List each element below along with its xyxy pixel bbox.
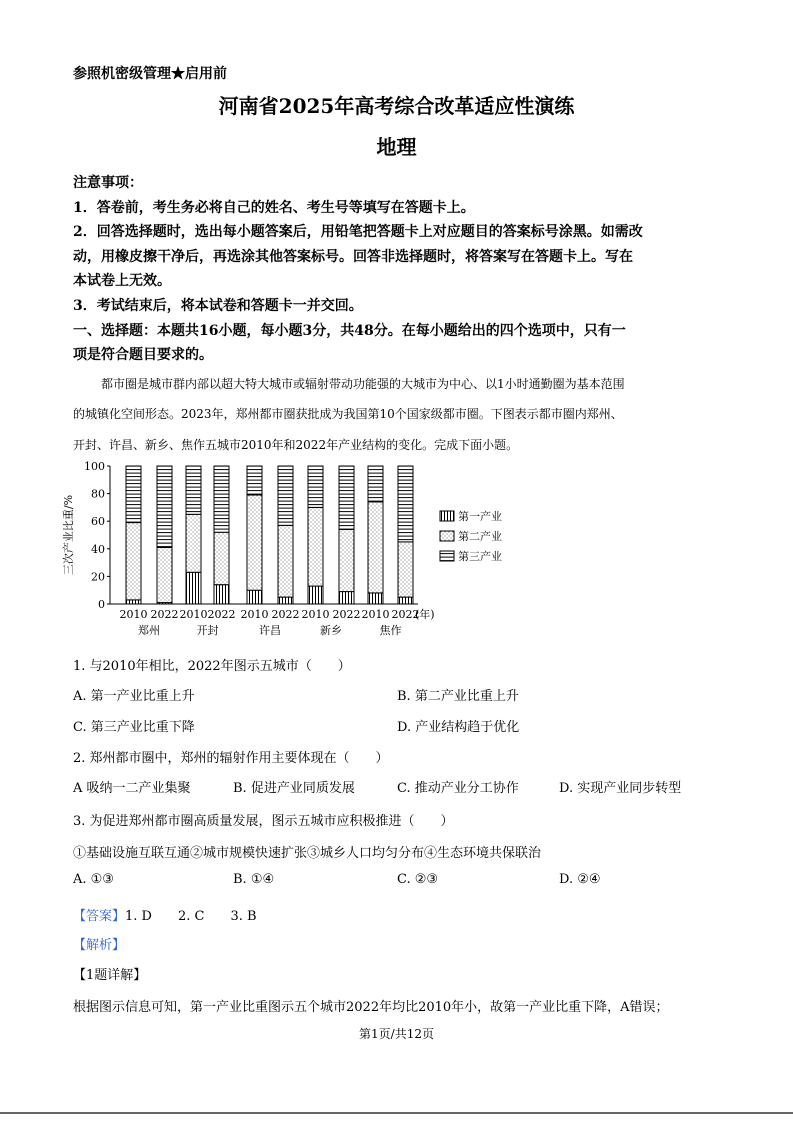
- y-tick-label: 80: [91, 487, 105, 501]
- q2-option-b[interactable]: B. 促进产业同质发展: [233, 781, 355, 796]
- bar-segment: [126, 523, 141, 600]
- bar-segment: [247, 590, 262, 604]
- page-number: 第1页/共12页: [359, 1027, 434, 1041]
- y-tick-label: 20: [91, 570, 105, 584]
- q2-option-d[interactable]: D. 实现产业同步转型: [559, 781, 682, 796]
- y-tick-label: 40: [91, 542, 105, 556]
- bar-segment: [398, 597, 413, 604]
- bar-segment: [278, 466, 293, 525]
- question-3-stem: 3. 为促进郑州都市圈高质量发展，图示五城市应积极推进（ ）: [73, 814, 454, 829]
- bar-segment: [126, 600, 141, 604]
- bar-segment: [398, 542, 413, 597]
- bar-segment: [247, 495, 262, 590]
- legend-swatch: [440, 551, 454, 561]
- notice-heading: 注意事项：: [73, 175, 143, 191]
- x-tick-label: 2010: [240, 608, 269, 621]
- exam-title: 河南省2025年高考综合改革适应性演练: [218, 94, 575, 118]
- x-tick-label: 2010: [179, 608, 208, 621]
- bar-segment: [398, 466, 413, 542]
- bar-segment: [247, 466, 262, 495]
- x-tick-label: 2010: [119, 608, 148, 621]
- bar-segment: [157, 547, 172, 602]
- detail-text: 根据图示信息可知，第一产业比重图示五个城市2022年均比2010年小，故第一产业比重下降，A错误；: [73, 1000, 669, 1015]
- bar-segment: [308, 586, 323, 604]
- passage-line-3: 开封、许昌、新乡、焦作五城市2010年和2022年产业结构的变化。完成下面小题。: [73, 438, 519, 452]
- x-tick-label: 2022: [332, 608, 361, 621]
- detail-heading: 【1题详解】: [73, 968, 147, 983]
- y-axis-label: 三次产业比重/%: [62, 494, 75, 576]
- y-tick-label: 0: [98, 598, 105, 611]
- x-tick-label: 2022: [271, 608, 300, 621]
- answer-line: [73, 905, 257, 924]
- bar-segment: [368, 593, 383, 604]
- x-tick-label: 2010: [361, 608, 390, 621]
- q3-option-b[interactable]: B. ①④: [233, 872, 275, 887]
- industry-structure-chart: [60, 455, 530, 645]
- bar-segment: [157, 466, 172, 547]
- notice-item-2-end: 本试卷上无效。: [73, 273, 171, 289]
- legend-label: 第二产业: [458, 530, 502, 543]
- analysis-label: 【解析】: [73, 938, 126, 953]
- bar-segment: [126, 466, 141, 523]
- q3-option-c[interactable]: C. ②③: [397, 872, 439, 887]
- question-2-stem: 2. 郑州都市圈中，郑州的辐射作用主要体现在（ ）: [73, 751, 389, 766]
- bar-segment: [339, 592, 354, 604]
- bar-segment: [368, 502, 383, 593]
- x-tick-label: 2022: [207, 608, 236, 621]
- subject-title: 地理: [376, 135, 417, 159]
- bar-segment: [186, 572, 201, 604]
- passage-line-1: 都市圈是城市群内部以超大特大城市或辐射带动功能强的大城市为中心、以1小时通勤圈为基本范围: [101, 377, 625, 391]
- q2-option-a[interactable]: A 吸纳一二产业集聚: [73, 781, 191, 796]
- bar-segment: [368, 466, 383, 502]
- answer-label: 【答案】: [73, 909, 126, 924]
- legend-swatch: [440, 511, 454, 521]
- secret-label: 参照机密级管理★启用前: [73, 66, 227, 82]
- city-label: 郑州: [138, 624, 160, 637]
- passage-line-2: 的城镇化空间形态。2023年，郑州都市圈获批成为我国第10个国家级都市圈。下图表示都市圈内郑州、: [73, 407, 623, 421]
- y-tick-label: 60: [91, 515, 105, 529]
- x-tick-label: 2010: [301, 608, 330, 621]
- x-tick-label: 2022: [150, 608, 179, 621]
- bar-segment: [278, 525, 293, 597]
- city-label: 许昌: [259, 624, 281, 637]
- x-unit-label: (年): [415, 608, 435, 621]
- notice-item-2: 2．回答选择题时，选出每小题答案后，用铅笔把答题卡上对应题目的答案标号涂黑。如需改: [73, 224, 643, 240]
- y-tick-label: 100: [84, 460, 105, 473]
- section-heading: 一、选择题：本题共16小题，每小题3分，共48分。在每小题给出的四个选项中，只有一: [73, 323, 626, 339]
- bar-segment: [308, 507, 323, 586]
- q3-option-d[interactable]: D. ②④: [559, 872, 601, 887]
- q1-option-d[interactable]: D. 产业结构趋于优化: [397, 720, 520, 735]
- bar-segment: [214, 466, 229, 532]
- notice-item-1: 1．答卷前，考生务必将自己的姓名、考生号等填写在答题卡上。: [73, 200, 475, 216]
- q1-option-c[interactable]: C. 第三产业比重下降: [73, 720, 195, 735]
- city-label: 新乡: [320, 624, 342, 637]
- bottom-divider: [0, 1112, 793, 1114]
- bar-segment: [186, 514, 201, 572]
- question-3-statement: ①基础设施互联互通②城市规模快速扩张③城乡人口均匀分布④生态环境共保联治: [73, 846, 542, 861]
- section-heading-cont: 项是符合题目要求的。: [73, 347, 213, 363]
- question-1-stem: 1. 与2010年相比，2022年图示五城市（ ）: [73, 659, 351, 674]
- q2-option-c[interactable]: C. 推动产业分工协作: [397, 781, 519, 796]
- q1-option-a[interactable]: A. 第一产业比重上升: [73, 689, 195, 704]
- notice-item-2-cont: 动，用橡皮擦干净后，再选涂其他答案标号。回答非选择题时，将答案写在答题卡上。写在: [73, 249, 633, 265]
- bar-segment: [339, 529, 354, 591]
- q3-option-a[interactable]: A. ①③: [73, 872, 114, 887]
- bar-segment: [308, 466, 323, 507]
- bar-segment: [278, 597, 293, 604]
- notice-item-3: 3．考试结束后，将本试卷和答题卡一并交回。: [73, 298, 363, 314]
- city-label: 开封: [196, 624, 219, 637]
- x-tick-label: 2022: [391, 608, 420, 621]
- q1-option-b[interactable]: B. 第二产业比重上升: [397, 689, 519, 704]
- answer-text: 1. D 2. C 3. B: [125, 909, 257, 924]
- bar-segment: [214, 532, 229, 584]
- bar-segment: [339, 466, 354, 529]
- legend-label: 第一产业: [458, 510, 502, 523]
- bar-segment: [186, 466, 201, 514]
- city-label: 焦作: [379, 624, 402, 637]
- legend-label: 第三产业: [458, 550, 502, 563]
- bar-segment: [214, 585, 229, 604]
- legend-swatch: [440, 531, 454, 541]
